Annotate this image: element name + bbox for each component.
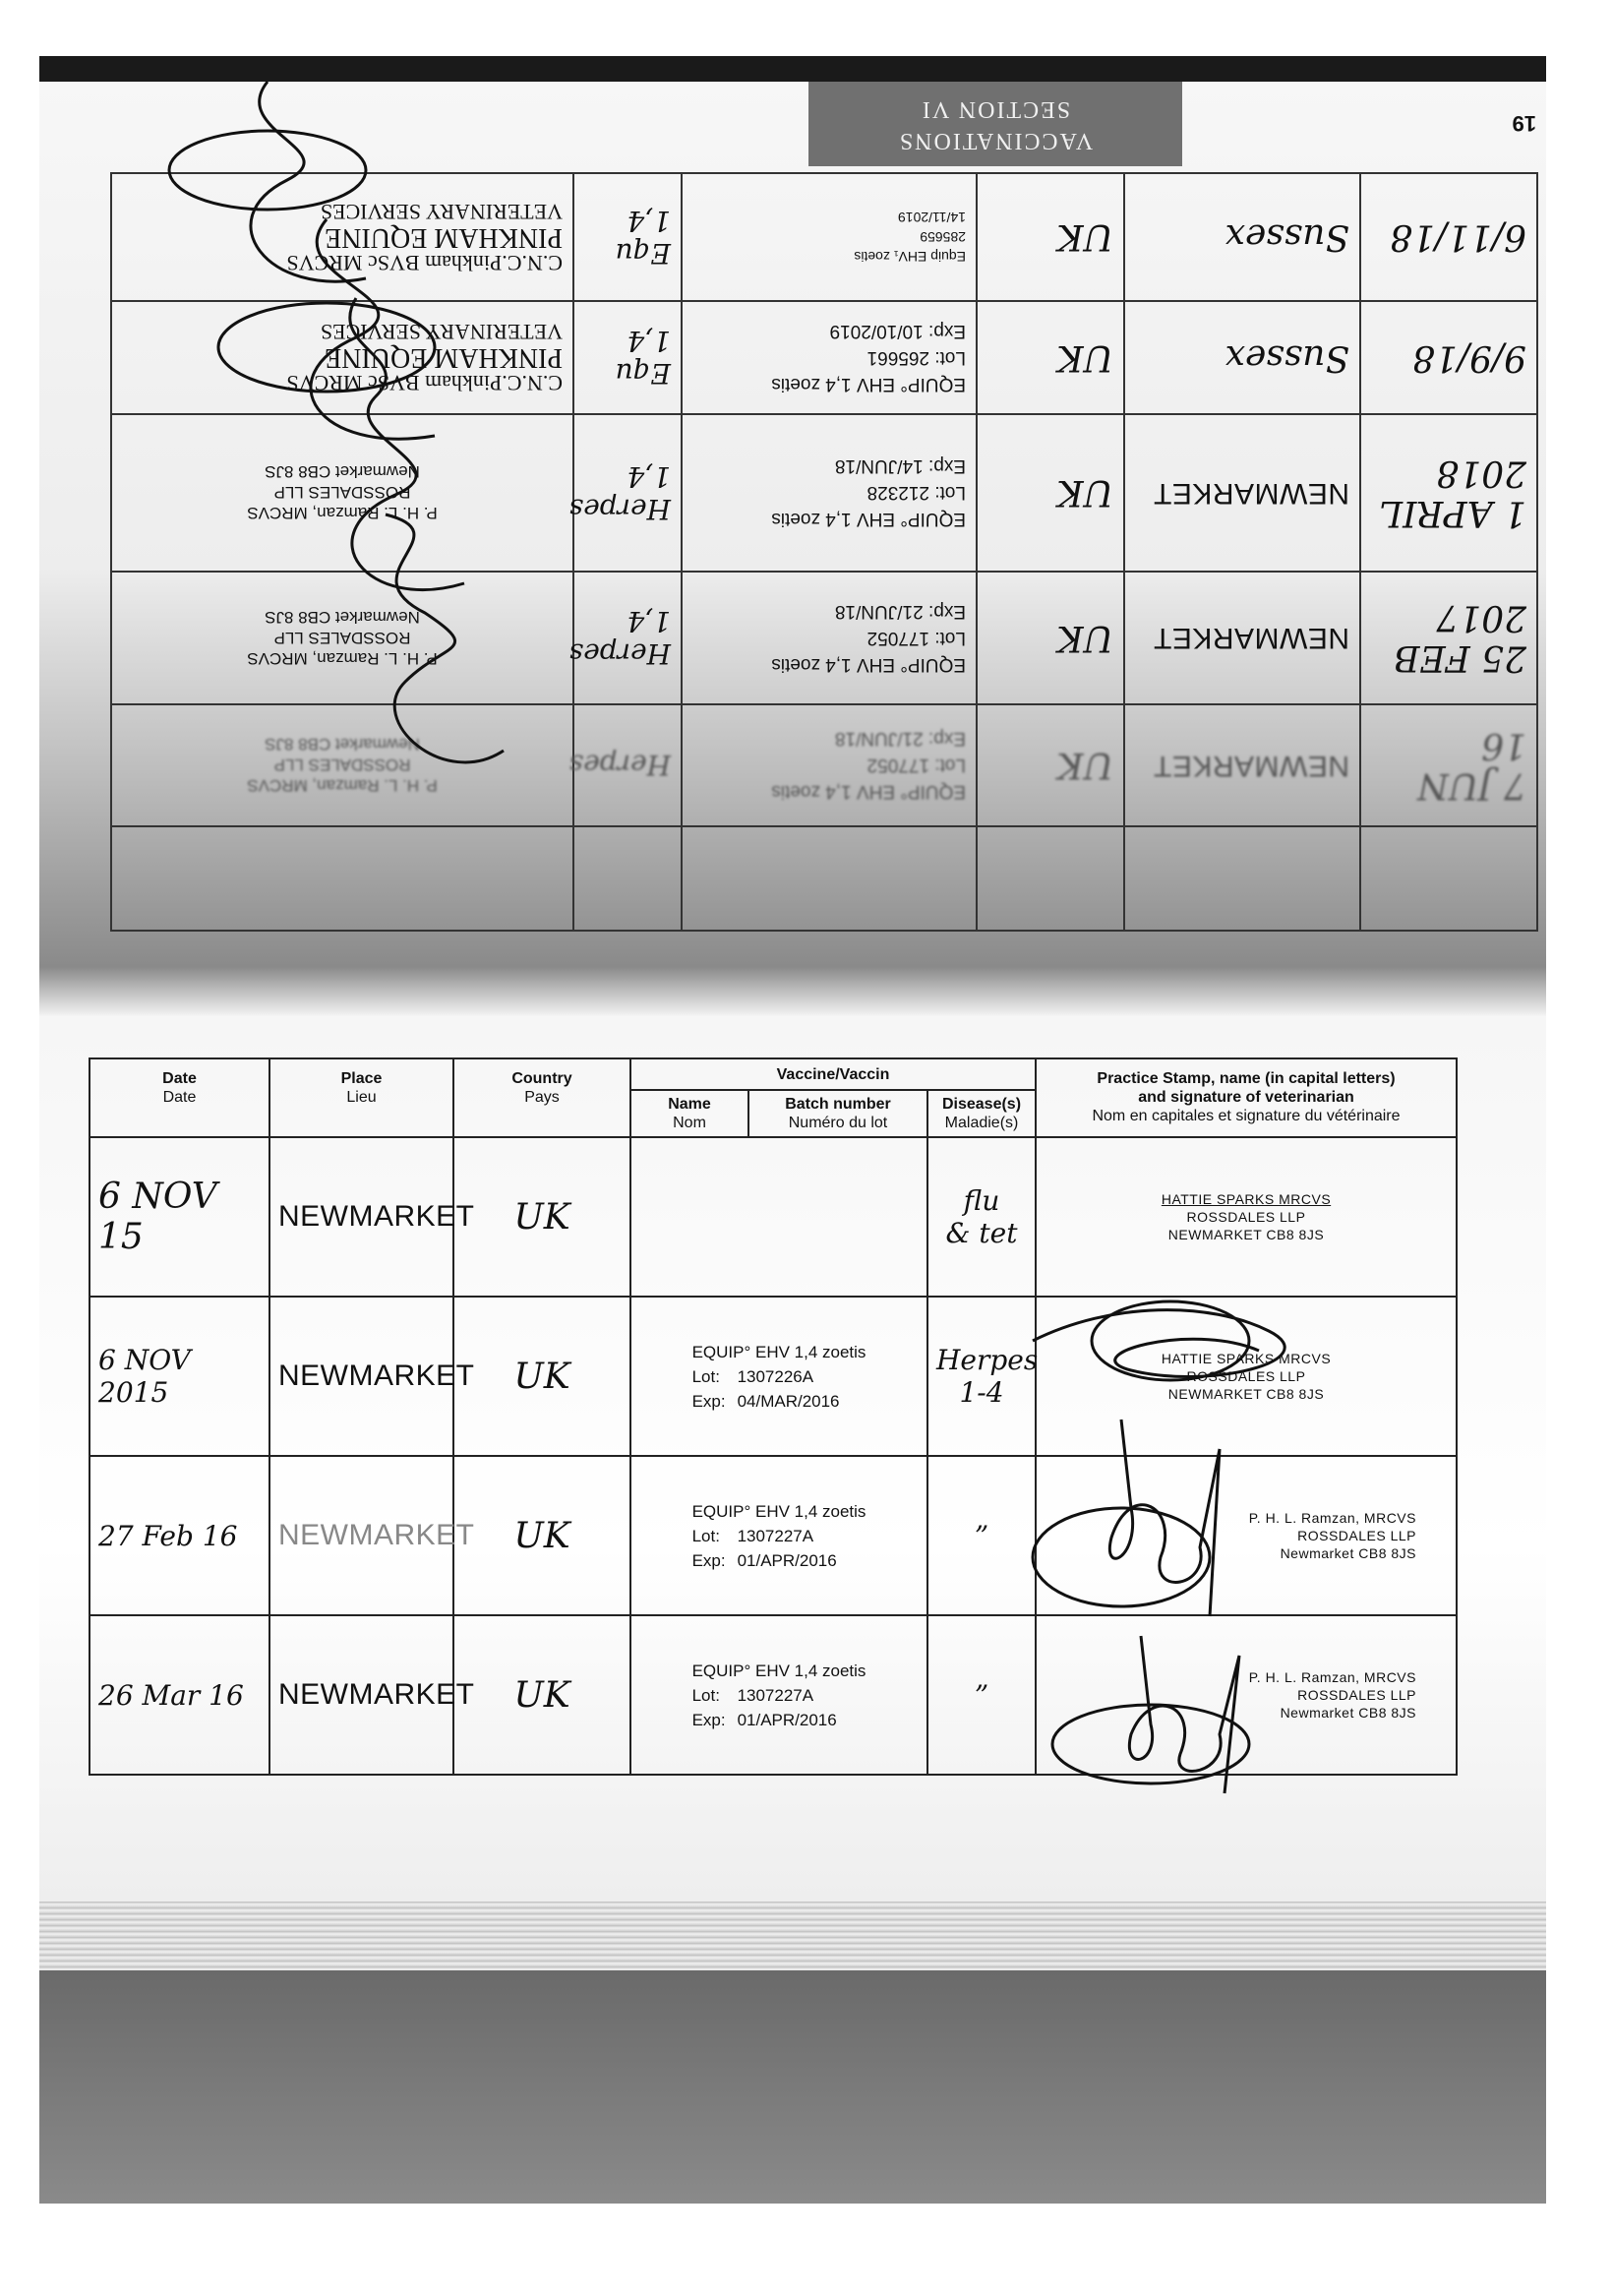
row-date: 26 Mar 16: [90, 1615, 269, 1775]
row-practice-stamp: HATTIE SPARKS MRCVS ROSSDALES LLP NEWMARKET CB8 8JS: [1036, 1297, 1457, 1456]
upper-row-date: 9/9/18: [1360, 301, 1537, 414]
exp-label: Exp:: [691, 1550, 726, 1570]
header-country: Country Pays: [453, 1058, 630, 1137]
lot-number: 1307226A: [737, 1366, 814, 1386]
lot-number: 1307227A: [737, 1526, 814, 1545]
upper-row-date: 7 JUN 16: [1360, 704, 1537, 826]
upper-row-country: UK: [977, 301, 1124, 414]
row-date: 6 NOV 2015: [90, 1297, 269, 1456]
scanned-passport-spread: [39, 56, 1546, 2204]
upper-row-vaccine: EQUIP° EHV 1,4 zoetis Lot: 177052 Exp: 21/JUN/18: [682, 572, 977, 704]
exp-date: 04/MAR/2016: [737, 1391, 840, 1411]
header-batch-number: Batch number Numéro du lot: [748, 1090, 927, 1137]
upper-header-row: [111, 826, 1537, 931]
upper-page-rotated-content: [39, 82, 1546, 967]
vaccine-name: EQUIP° EHV 1,4 zoetis: [691, 1501, 866, 1521]
page-fold: [39, 967, 1546, 1016]
upper-row: [111, 173, 1537, 301]
lot-number: 1307227A: [737, 1685, 814, 1705]
header-practice-stamp: Practice Stamp, name (in capital letters) and signature of veterinarian Nom en capitales et signature du vétérinaire: [1036, 1058, 1457, 1137]
table-row: [90, 1456, 1457, 1615]
upper-row-stamp: C.N.C.Pinkham BVSc MRCVS PINKHAM EQUINE VETERINARY SERVICES: [111, 301, 573, 414]
header-vaccine-name: Name Nom: [630, 1090, 748, 1137]
upper-row: [111, 704, 1537, 826]
upper-row-disease: Herpes: [573, 704, 682, 826]
row-country: UK: [453, 1456, 630, 1615]
row-place: NEWMARKET: [269, 1297, 453, 1456]
upper-row-stamp: P. H. L. Ramzan, MRCVS ROSSDALES LLP Newmarket CB8 8JS: [111, 704, 573, 826]
lower-page: [39, 1016, 1546, 1902]
table-row: [90, 1297, 1457, 1456]
upper-row: [111, 414, 1537, 572]
exp-label: Exp:: [691, 1391, 726, 1411]
row-vaccine-empty: [630, 1137, 927, 1297]
vaccine-name: EQUIP° EHV 1,4 zoetis: [691, 1661, 866, 1680]
row-vaccine-sticker: [630, 1297, 927, 1456]
upper-row-place: Sussex: [1124, 173, 1360, 301]
row-disease: Herpes 1-4: [927, 1297, 1036, 1456]
vaccine-name: EQUIP° EHV 1,4 zoetis: [691, 1342, 866, 1361]
lot-label: Lot:: [691, 1685, 720, 1705]
exp-date: 01/APR/2016: [737, 1550, 837, 1570]
upper-row-stamp: P. H. L. Ramzan, MRCVS ROSSDALES LLP Newmarket CB8 8JS: [111, 572, 573, 704]
lot-label: Lot:: [691, 1526, 720, 1545]
row-disease: ”: [927, 1615, 1036, 1775]
row-place: NEWMARKET: [269, 1137, 453, 1297]
upper-row-country: UK: [977, 414, 1124, 572]
upper-row-place: Sussex: [1124, 301, 1360, 414]
upper-row-place: NEWMARKET: [1124, 414, 1360, 572]
row-country: UK: [453, 1615, 630, 1775]
upper-row-vaccine: EQUIP° EHV 1,4 zoetis Lot: 265661 Exp: 10/10/2019: [682, 301, 977, 414]
upper-row-disease: Equ 1,4: [573, 301, 682, 414]
exp-date: 01/APR/2016: [737, 1710, 837, 1729]
row-vaccine-sticker: [630, 1615, 927, 1775]
upper-row-place: NEWMARKET: [1124, 572, 1360, 704]
row-practice-stamp: P. H. L. Ramzan, MRCVS ROSSDALES LLP Newmarket CB8 8JS: [1036, 1615, 1457, 1775]
row-disease: flu & tet: [927, 1137, 1036, 1297]
scan-shadow: [39, 1970, 1546, 2204]
row-place: NEWMARKET: [269, 1456, 453, 1615]
upper-row-disease: Herpes 1,4: [573, 572, 682, 704]
row-vaccine-sticker: [630, 1456, 927, 1615]
lower-vaccination-table: [89, 1057, 1458, 1776]
table-row: [90, 1137, 1457, 1297]
row-practice-stamp: HATTIE SPARKS MRCVS ROSSDALES LLP NEWMARKET CB8 8JS: [1036, 1137, 1457, 1297]
upper-row-country: UK: [977, 173, 1124, 301]
section-tab: [808, 82, 1182, 166]
lot-label: Lot:: [691, 1366, 720, 1386]
upper-row-vaccine: EQUIP° EHV 1,4 zoetis Lot: 212328 Exp: 14/JUN/18: [682, 414, 977, 572]
upper-row-country: UK: [977, 704, 1124, 826]
header-vaccine: Vaccine/Vaccin: [630, 1058, 1036, 1090]
row-date: 6 NOV 15: [90, 1137, 269, 1297]
upper-row-place: NEWMARKET: [1124, 704, 1360, 826]
header-place: Place Lieu: [269, 1058, 453, 1137]
upper-row: [111, 301, 1537, 414]
upper-row-vaccine: Equip EHV₁ zoetis 285659 14/11/2019: [682, 173, 977, 301]
lower-header-row: [90, 1058, 1457, 1090]
upper-row-vaccine: EQUIP° EHV 1,4 zoetis Lot: 177052 Exp: 21/JUN/18: [682, 704, 977, 826]
header-disease: Disease(s) Maladie(s): [927, 1090, 1036, 1137]
row-practice-stamp: P. H. L. Ramzan, MRCVS ROSSDALES LLP Newmarket CB8 8JS: [1036, 1456, 1457, 1615]
upper-row: [111, 572, 1537, 704]
upper-row-disease: Equ 1,4: [573, 173, 682, 301]
section-tab-subtitle: SECTION VI: [920, 96, 1071, 122]
scan-top-edge: [39, 56, 1546, 82]
row-place: NEWMARKET: [269, 1615, 453, 1775]
section-tab-title: VACCINATIONS: [897, 128, 1094, 153]
page-number: 19: [1512, 111, 1536, 136]
table-row: [90, 1615, 1457, 1775]
exp-label: Exp:: [691, 1710, 726, 1729]
upper-row-date: 25 FEB 2017: [1360, 572, 1537, 704]
page-edges: [39, 1902, 1546, 1970]
row-disease: ”: [927, 1456, 1036, 1615]
upper-row-stamp: C.N.C.Pinkham BVSc MRCVS PINKHAM EQUINE VETERINARY SERVICES: [111, 173, 573, 301]
upper-vaccination-table: [110, 172, 1538, 932]
row-date: 27 Feb 16: [90, 1456, 269, 1615]
row-country: UK: [453, 1137, 630, 1297]
row-country: UK: [453, 1297, 630, 1456]
upper-row-date: 1 APRIL 2018: [1360, 414, 1537, 572]
upper-row-country: UK: [977, 572, 1124, 704]
upper-row-stamp: P. H. L. Ramzan, MRCVS ROSSDALES LLP Newmarket CB8 8JS: [111, 414, 573, 572]
upper-page: [39, 82, 1546, 967]
upper-row-date: 6/11/18: [1360, 173, 1537, 301]
upper-row-disease: Herpes 1,4: [573, 414, 682, 572]
header-date: Date Date: [90, 1058, 269, 1137]
